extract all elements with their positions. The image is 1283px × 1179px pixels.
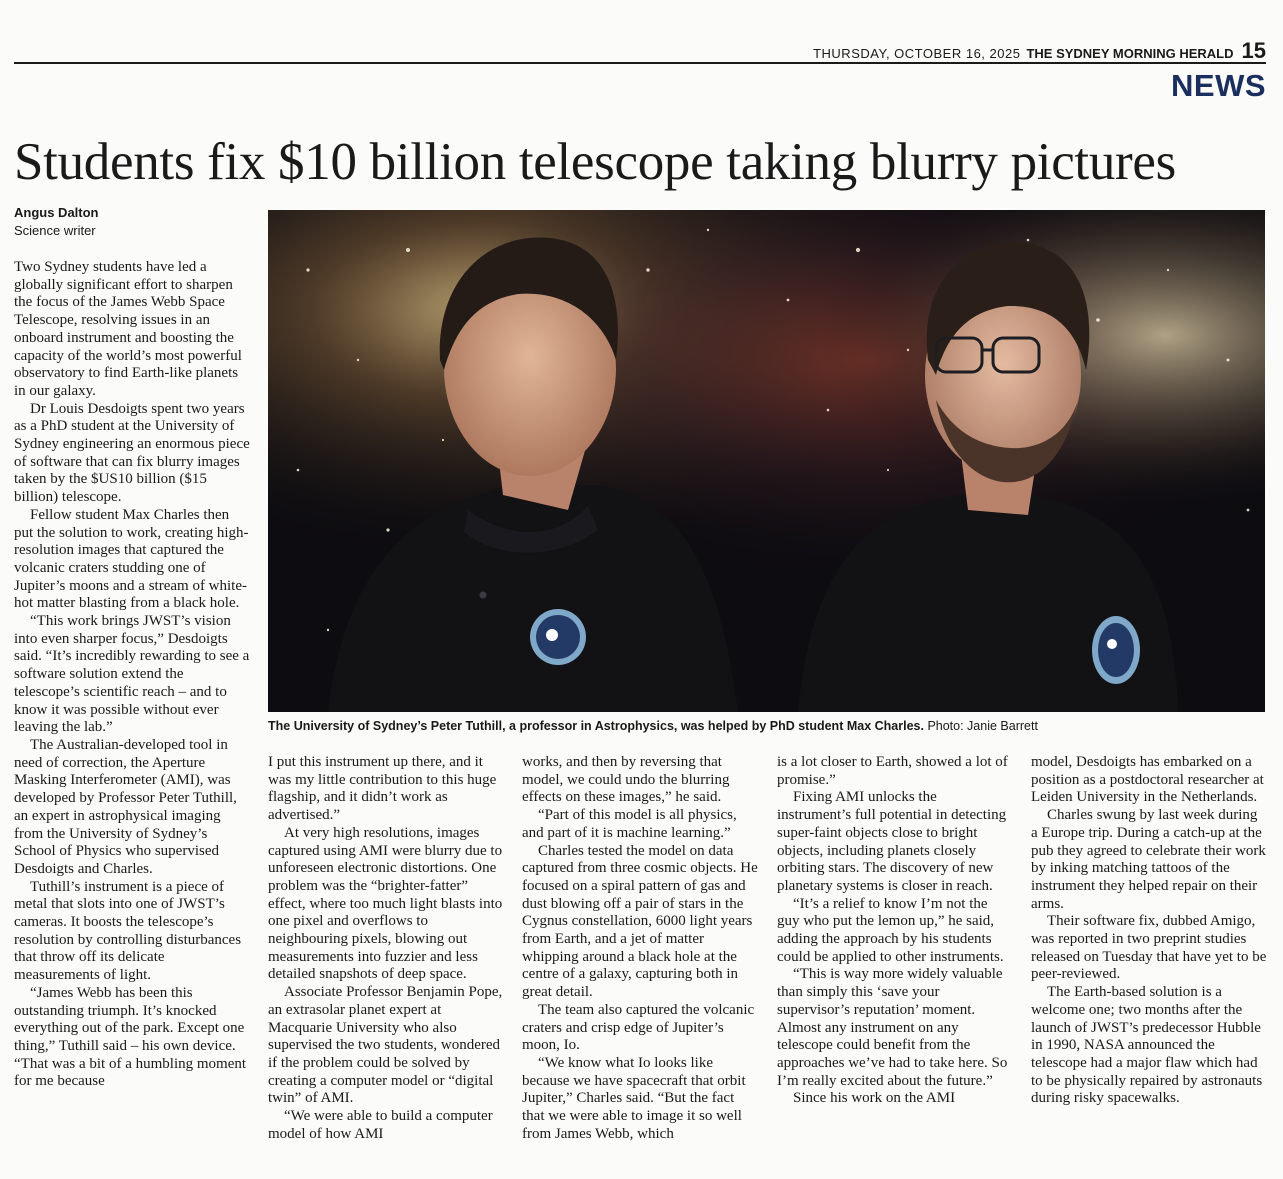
paragraph: Fixing AMI unlocks the instrument’s full potential in detecting super-faint objects close to bright objects, including planets closely orbiting stars. The discovery of new planetary systems is closer in reach. [777,789,1007,894]
paragraph: Tuthill’s instrument is a piece of metal that slots into one of JWST’s cameras. It boosts the telescope’s resolution by controlling disturbances that throw off its delicate measurements of light. [14,878,242,984]
paragraph: “It’s a relief to know I’m not the guy who put the lemon up,” he said, adding the approach by his students could be applied to other instruments. [777,895,1004,965]
paragraph: “This is way more widely valuable than simply this ‘save your supervisor’s reputation’ moment. Almost any instrument on any telescope could benefit from the approaches we’ve had to take here. So I’m really excited about the future.” [777,966,1008,1089]
paragraph: “Part of this model is all physics, and part of it is machine learning.” [522,807,737,841]
article-photo [268,210,1265,712]
paragraph: “James Webb has been this outstanding triumph. It’s knocked everything out of the park. Except one thing,” Tuthill said – his own device. “That was a bit of a humbling moment for me because [14,984,247,1090]
paragraph: Charles tested the model on data captured from three cosmic objects. He focused on a spiral pattern of gas and dust blowing off a pair of stars in the Cygnus constellation, 6000 light years from Earth, and a jet of matter whipping around a black hole at the centre of a galaxy, capturing both in great detail. [522,842,758,1001]
issue-date: THURSDAY, OCTOBER 16, 2025 [813,46,1021,61]
paragraph: Dr Louis Desdoigts spent two years as a PhD student at the University of Sydney engineering an enormous piece of software that can fix blurry images taken by the $US10 billion ($15 billion) telescope. [14,400,250,506]
toliman-logo-left [530,609,586,665]
photo-illustration [268,210,1265,712]
caption-text: The University of Sydney’s Peter Tuthill, a professor in Astrophysics, was helped by PhD student Max Charles. [268,719,924,733]
byline [14,205,99,238]
masthead-line [813,38,1266,64]
paragraph: The Earth-based solution is a welcome one; two months after the launch of JWST’s predecessor Hubble in 1990, NASA announced the telescope had a major flaw which had to be physically repaired by astronauts during risky spacewalks. [1031,984,1263,1107]
paragraph: Their software fix, dubbed Amigo, was reported in two preprint studies released on Tuesday that have yet to be peer-reviewed. [1031,913,1267,983]
newspaper-name: THE SYDNEY MORNING HERALD [1026,46,1234,61]
author-role: Science writer [14,223,96,238]
paragraph: Fellow student Max Charles then put the solution to work, creating high-resolution images that captured the volcanic craters studding one of Jupiter’s moons and a stream of white-hot matter blasting from a black hole. [14,506,249,612]
photo-caption [268,719,1265,733]
paragraph: I put this instrument up there, and it was my little contribution to this huge flagship, and it didn’t work as advertised.” [268,754,497,824]
article-column-5 [1031,754,1267,1108]
page-number: 15 [1241,38,1266,63]
toliman-logo-right [1092,616,1140,684]
article-column-2 [268,754,504,1143]
section-label: NEWS [1171,68,1266,103]
photo-credit: Photo: Janie Barrett [927,719,1038,733]
paragraph: The Australian-developed tool in need of correction, the Aperture Masking Interferometer (AMI), was developed by Professor Peter Tuthill, an expert in astrophysical imaging from the University of Sydney’s School of Physics who supervised Desdoigts and Charles. [14,736,237,877]
article-column-3 [522,754,758,1143]
paragraph: works, and then by reversing that model, we could undo the blurring effects on these images,” he said. [522,754,730,806]
paragraph: Two Sydney students have led a globally significant effort to sharpen the focus of the James Webb Space Telescope, resolving issues in an onboard instrument and boosting the capacity of the world’s most powerful observatory to find Earth-like planets in our galaxy. [14,259,242,399]
paragraph: is a lot closer to Earth, showed a lot of promise.” [777,754,1008,788]
paragraph: At very high resolutions, images captured using AMI were blurry due to unforeseen electronic distortions. One problem was the “brighter-fatter” effect, where too much light blasts into one pixel and overflows to neighbouring pixels, blowing out measurements into fuzzier and less detailed snapshots of deep space. [268,824,503,983]
paragraph: Since his work on the AMI [793,1090,956,1107]
paragraph: Associate Professor Benjamin Pope, an extrasolar planet expert at Macquarie University who also supervised the two students, wondered if the problem could be solved by creating a computer model or “digital twin” of AMI. [268,984,503,1107]
article-headline: Students fix $10 billion telescope taking blurry pictures [14,133,1176,191]
paragraph: Charles swung by last week during a Europe trip. During a catch-up at the pub they agreed to celebrate their work by inking matching tattoos of the instrument they helped repair on their arms. [1031,807,1266,912]
paragraph: model, Desdoigts has embarked on a position as a postdoctoral researcher at Leiden University in the Netherlands. [1031,754,1264,806]
paragraph: “We were able to build a computer model of how AMI [268,1108,493,1142]
article-column-1 [14,259,250,1091]
author-name: Angus Dalton [14,205,99,220]
masthead [14,36,1266,64]
paragraph: “This work brings JWST’s vision into even sharper focus,” Desdoigts said. “It’s incredibly rewarding to see a software solution extend the telescope’s scientific reach – and to know it was possible without ever leaving the lab.” [14,613,250,736]
paragraph: The team also captured the volcanic craters and crisp edge of Jupiter’s moon, Io. [522,1001,755,1054]
article-column-4 [777,754,1013,1108]
paragraph: “We know what Io looks like because we have spacecraft that orbit Jupiter,” Charles said. “But the fact that we were able to image it so well from James Webb, which [522,1054,746,1142]
